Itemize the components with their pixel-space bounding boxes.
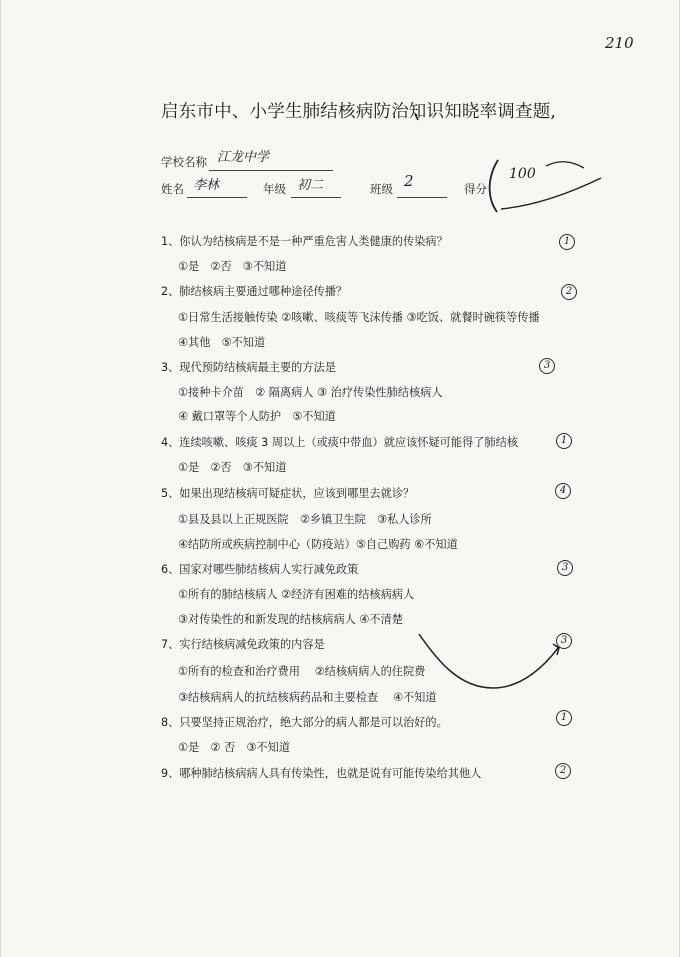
question-1-options: ①是 ②否 ③不知道	[178, 260, 287, 273]
question-7-options-line-2: ③结核病病人的抗结核病药品和主要检查 ④不知道	[178, 691, 437, 704]
title-trailing-mark	[415, 114, 418, 120]
survey-title: 启东市中、小学生肺结核病防治知识知晓率调查题,	[161, 102, 557, 122]
question-6-options-line-1: ①所有的肺结核病人 ②经济有困难的结核病病人	[178, 588, 415, 601]
question-7-answer: 3	[556, 633, 572, 649]
question-6: 6、国家对哪些肺结核病人实行减免政策	[161, 563, 359, 576]
question-5: 5、如果出现结核病可疑症状，应该到哪里去就诊？	[161, 487, 415, 500]
handwritten-pen-marks	[1, 0, 680, 957]
question-9: 9、哪种肺结核病病人具有传染性，也就是说有可能传染给其他人	[161, 767, 482, 780]
grade-value: 初二	[297, 178, 324, 193]
question-3-answer: 3	[539, 358, 555, 374]
question-2-answer: 2	[561, 284, 577, 300]
score-label: 得分	[464, 182, 487, 196]
score-flourish-stroke	[546, 162, 584, 168]
question-4-options: ①是 ②否 ③不知道	[178, 461, 287, 474]
name-label: 姓名	[161, 182, 184, 196]
class-value: 2	[404, 172, 414, 190]
question-3: 3、现代预防结核病最主要的方法是	[161, 361, 336, 374]
question-7-options-line-1: ①所有的检查和治疗费用 ②结核病病人的住院费	[178, 665, 426, 678]
score-underline-stroke	[501, 178, 601, 209]
question-8-options: ①是 ② 否 ③不知道	[178, 741, 290, 754]
question-6-options-line-2: ③对传染性的和新发现的结核病病人 ④不清楚	[178, 613, 403, 626]
question-5-options-line-1: ①县及县以上正规医院 ②乡镇卫生院 ③私人诊所	[178, 513, 432, 526]
question-8-answer: 1	[556, 710, 572, 726]
question-8: 8、只要坚持正规治疗，绝大部分的病人都是可以治好的。	[161, 716, 448, 729]
question-2-options-line-1: ①日常生活接触传染 ②咳嗽、咳痰等飞沫传播 ③吃饭、就餐时碗筷等传播	[178, 311, 540, 324]
question-4-answer: 1	[556, 433, 572, 449]
question-7: 7、实行结核病减免政策的内容是	[161, 638, 325, 651]
class-label: 班级	[370, 182, 393, 196]
name-value: 李林	[193, 178, 220, 193]
question-2-options-line-2: ④其他 ⑤不知道	[178, 336, 266, 349]
question-1-answer: 1	[559, 234, 575, 250]
page-number-handwritten: 210	[605, 34, 634, 52]
score-bracket-stroke	[490, 160, 498, 212]
grade-label: 年级	[263, 182, 286, 196]
question-7-arrow-stroke	[419, 634, 558, 688]
question-4: 4、连续咳嗽、咳痰 3 周以上（或痰中带血）就应该怀疑可能得了肺结核	[161, 436, 518, 449]
question-2: 2、肺结核病主要通过哪种途径传播？	[161, 285, 348, 298]
question-5-options-line-2: ④结防所或疾病控制中心（防疫站）⑤自己购药 ⑥不知道	[178, 538, 458, 551]
question-9-answer: 2	[555, 763, 571, 779]
question-5-answer: 4	[555, 483, 571, 499]
score-value: 100	[509, 166, 536, 182]
question-3-options-line-1: ①接种卡介苗 ② 隔离病人 ③ 治疗传染性肺结核病人	[178, 386, 443, 399]
school-value: 江龙中学	[217, 150, 270, 165]
school-label: 学校名称	[161, 155, 207, 169]
question-6-answer: 3	[557, 560, 573, 576]
question-3-options-line-2: ④ 戴口罩等个人防护 ⑤不知道	[178, 410, 336, 423]
question-1: 1、你认为结核病是不是一种严重危害人类健康的传染病？	[161, 235, 448, 248]
